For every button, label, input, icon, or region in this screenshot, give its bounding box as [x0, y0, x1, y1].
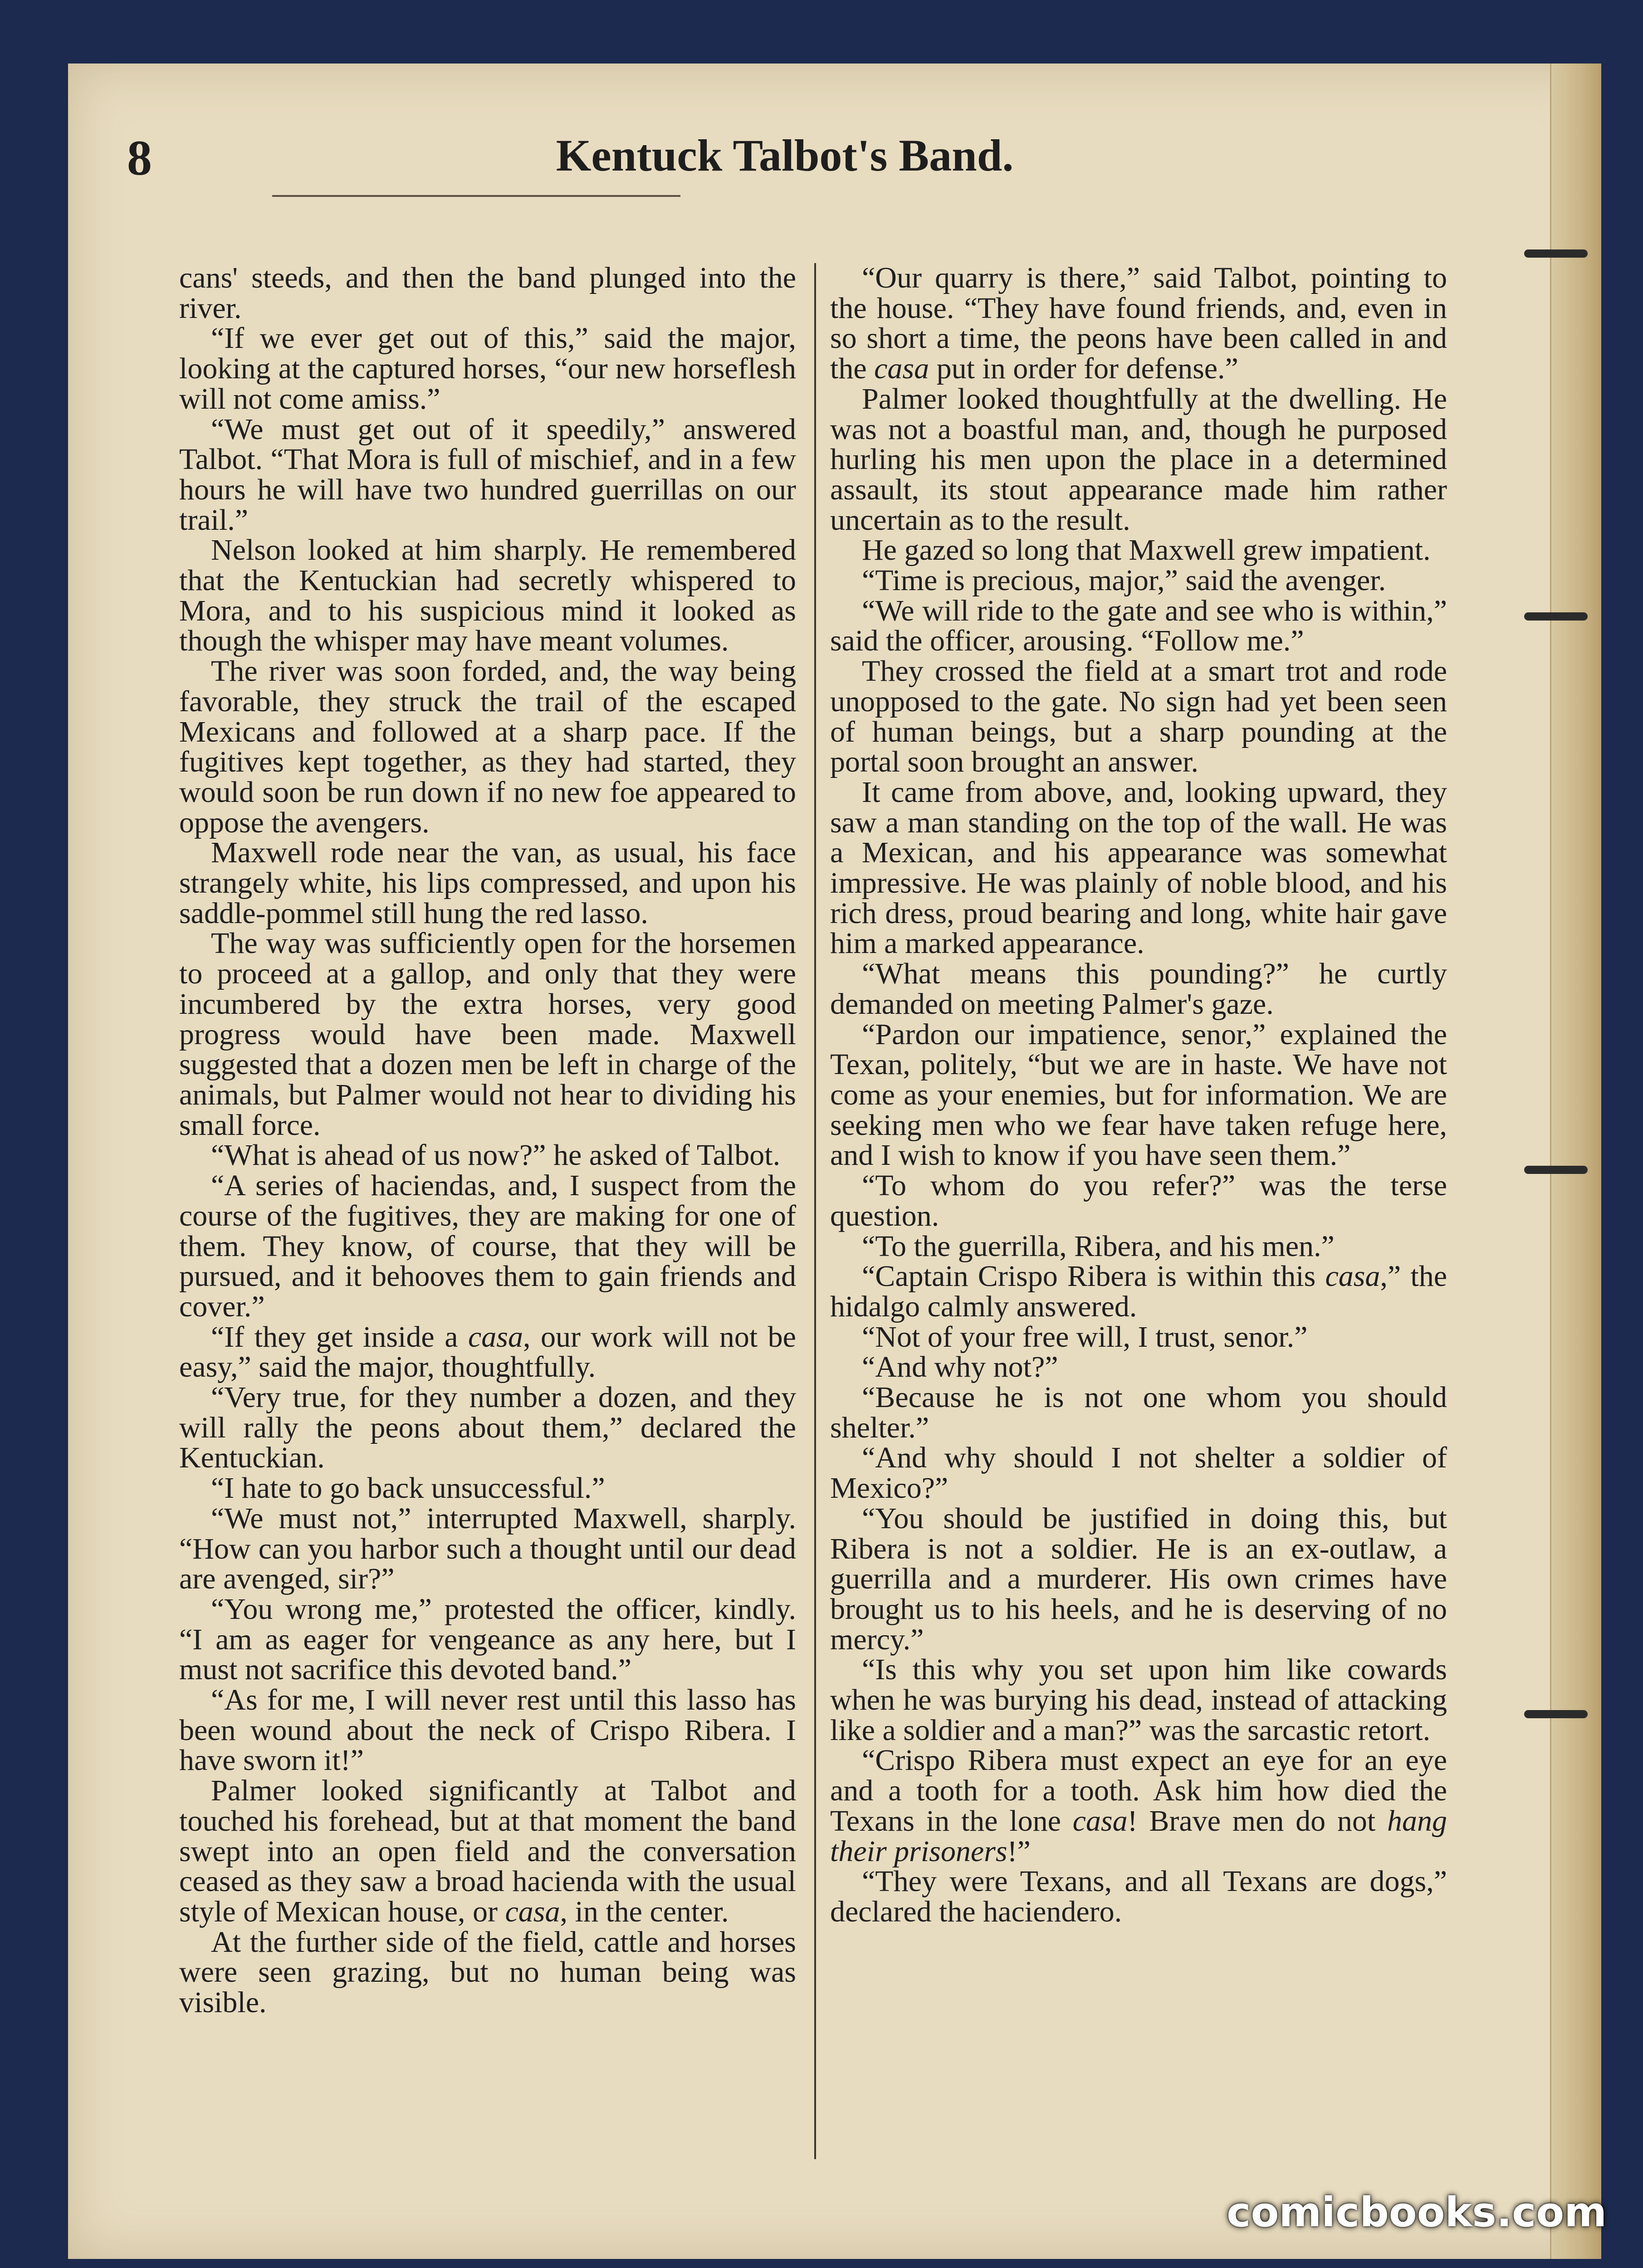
paragraph: “A series of haciendas, and, I suspect from the course of the fugitives, they are making for one of them. They know, of course, that they will be pursued, and it behooves them to gain friends and cover.” [179, 1169, 796, 1323]
paragraph: “Is this why you set upon him like cowards when he was burying his dead, instead of attacking like a soldier and a man?” was the sarcastic retort. [830, 1653, 1447, 1747]
paragraph: “They were Texans, and all Texans are dogs,” declared the haciendero. [830, 1865, 1447, 1928]
paragraph: “Crispo Ribera must expect an eye for an eye and a tooth for a tooth. Ask him how died the Texans in the lone casa! Brave men do not hang their prisoners!” [830, 1744, 1447, 1868]
paragraph: “Captain Crispo Ribera is within this casa,” the hidalgo calmly answered. [830, 1260, 1447, 1323]
paragraph: “We must get out of it speedily,” answered Talbot. “That Mora is full of mischief, and in a few hours he will have two hundred guerrillas on our trail.” [179, 412, 796, 537]
running-title: Kentuck Talbot's Band. [556, 130, 1014, 181]
paragraph: “I hate to go back unsuccessful.” [211, 1471, 605, 1505]
right-column [830, 263, 1447, 2159]
paragraph: “If we ever get out of this,” said the major, looking at the captured horses, “our new horseflesh will not come amiss.” [179, 322, 796, 415]
paragraph: “We must not,” interrupted Maxwell, sharply. “How can you harbor such a thought until our dead are avenged, sir?” [179, 1501, 796, 1596]
paragraph: At the further side of the field, cattle and horses were seen grazing, but no human being was visible. [179, 1925, 796, 2019]
binding-stitch-3 [1524, 1166, 1588, 1174]
binding-stitch-4 [1524, 1710, 1588, 1718]
paragraph: “To whom do you refer?” was the terse question. [830, 1169, 1447, 1232]
paragraph: “Pardon our impatience, senor,” explained the Texan, politely, “but we are in haste. We have not come as your enemies, but for information. We are seeking men who we fear have taken refuge here, and I wish to know if you have seen them.” [830, 1017, 1447, 1172]
paragraph: “Time is precious, major,” said the avenger. [862, 564, 1386, 597]
paragraph: “You wrong me,” protested the officer, kindly. “I am as eager for vengeance as any here, but I must not sacrifice this devoted band.” [179, 1592, 796, 1686]
paragraph: Maxwell rode near the van, as usual, his face strangely white, his lips compressed, and upon his saddle-pommel still hung the red lasso. [179, 836, 796, 930]
paragraph: “We will ride to the gate and see who is within,” said the officer, arousing. “Follow me.” [830, 594, 1447, 658]
paragraph: “What is ahead of us now?” he asked of Talbot. [211, 1139, 781, 1172]
paragraph: Nelson looked at him sharply. He remembered that the Kentuckian had secretly whispered to Mora, and to his suspicious mind it looked as though the whisper may have meant volumes. [179, 533, 796, 658]
binding-stitch-2 [1524, 612, 1588, 621]
paragraph: The river was soon forded, and, the way being favorable, they struck the trail of the escaped Mexicans and followed at a sharp pace. If the fugitives kept together, as they had started, they would soon be run down if no new foe appeared to oppose the avengers. [179, 655, 796, 839]
page-spine [1550, 64, 1601, 2259]
paragraph: “If they get inside a casa, our work will not be easy,” said the major, thoughtfully. [179, 1320, 796, 1384]
left-column [179, 263, 796, 2159]
paragraph: “Because he is not one whom you should shelter.” [830, 1381, 1447, 1444]
page-header [127, 129, 1443, 220]
page-number: 8 [127, 130, 152, 186]
paragraph: “And why should I not shelter a soldier of Mexico?” [830, 1441, 1447, 1505]
paragraph: Palmer looked significantly at Talbot and touched his forehead, but at that moment the band swept into an open field and the conversation ceased as they saw a broad hacienda with the usual style of Mexican house, or casa, in the center. [179, 1774, 796, 1928]
paragraph: Palmer looked thoughtfully at the dwelling. He was not a boastful man, and, though he purposed hurling his men upon the place in a determined assault, its stout appearance made him rather uncertain as to the result. [830, 382, 1447, 537]
paragraph: cans' steeds, and then the band plunged into the river. [179, 263, 796, 325]
paragraph: “Our quarry is there,” said Talbot, pointing to the house. “They have found friends, and, even in so short a time, the peons have been called in and the casa put in order for defense.” [830, 263, 1447, 386]
paragraph: “What means this pounding?” he curtly demanded on meeting Palmer's gaze. [830, 957, 1447, 1021]
paragraph: They crossed the field at a smart trot and rode unopposed to the gate. No sign had yet been seen of human beings, but a sharp pounding at the portal soon brought an answer. [830, 655, 1447, 779]
paragraph: “To the guerrilla, Ribera, and his men.” [862, 1229, 1335, 1263]
paragraph: “As for me, I will never rest until this lasso has been wound about the neck of Crispo Ribera. I have sworn it!” [179, 1683, 796, 1777]
binding-stitch-1 [1524, 249, 1588, 258]
paragraph: It came from above, and, looking upward, they saw a man standing on the top of the wall. He was a Mexican, and his appearance was somewhat impressive. He was plainly of noble blood, and his rich dress, proud bearing and long, white hair gave him a marked appearance. [830, 775, 1447, 960]
paragraph: “You should be justified in doing this, but Ribera is not a soldier. He is an ex-outlaw, a guerrilla and a murderer. His own crimes have brought us to his heels, and he is deserving of no mercy.” [830, 1501, 1447, 1656]
column-divider [814, 263, 816, 2159]
paragraph: The way was sufficiently open for the horsemen to proceed at a gallop, and only that they were incumbered by the extra horses, very good progress would have been made. Maxwell suggested that a dozen men be left in charge of the animals, but Palmer would not hear to dividing his small force. [179, 927, 796, 1142]
paragraph: “Very true, for they number a dozen, and they will rally the peons about them,” declared the Kentuckian. [179, 1381, 796, 1475]
header-rule [272, 195, 680, 197]
paragraph: He gazed so long that Maxwell grew impatient. [862, 533, 1431, 567]
paragraph: “Not of your free will, I trust, senor.” [862, 1320, 1308, 1354]
paragraph: “And why not?” [862, 1350, 1058, 1384]
watermark-logo: comicbooks.com [1227, 2189, 1607, 2236]
